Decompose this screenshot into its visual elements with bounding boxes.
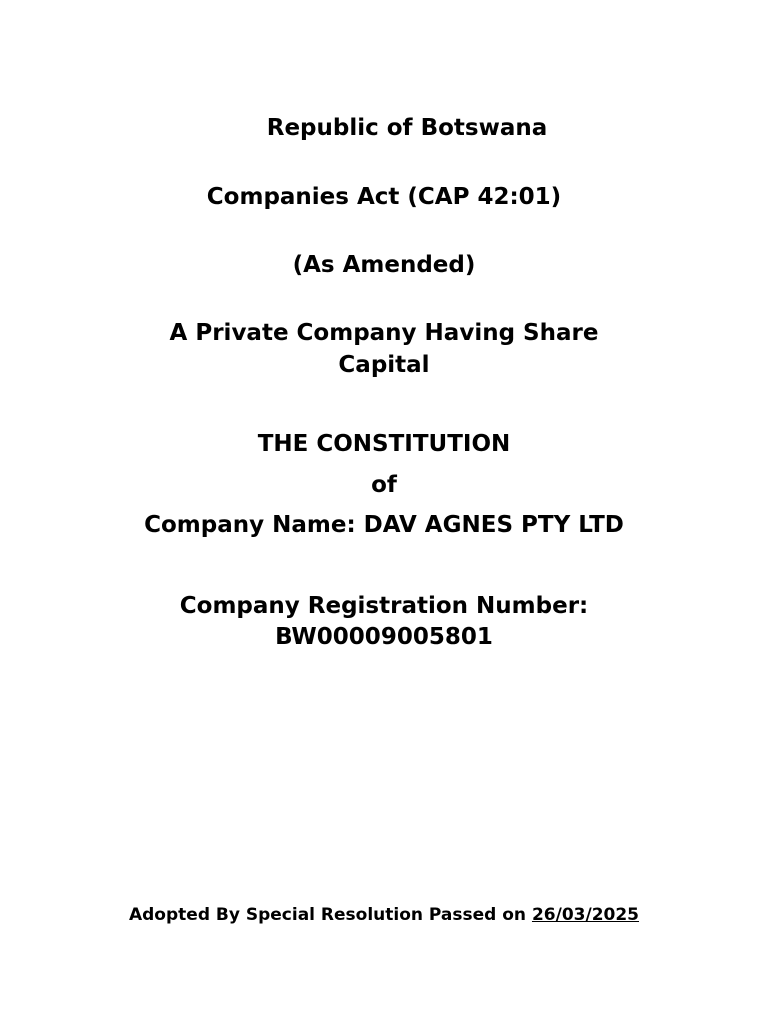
amended-note: (As Amended) (292, 252, 476, 278)
of-text: of (371, 472, 397, 498)
country-heading: Republic of Botswana (266, 115, 548, 141)
company-type-line-1: A Private Company Having Share (169, 320, 599, 346)
adoption-text: Adopted By Special Resolution Passed on (128, 905, 532, 925)
company-name: Company Name: DAV AGNES PTY LTD (144, 512, 624, 538)
registration-label: Company Registration Number: (179, 593, 589, 619)
registration-number: BW00009005801 (275, 624, 493, 650)
constitution-title: THE CONSTITUTION (257, 431, 511, 457)
adoption-date: 26/03/2025 (531, 905, 640, 925)
company-type-line-2: Capital (338, 352, 430, 378)
adoption-statement (0, 903, 768, 927)
act-heading: Companies Act (CAP 42:01) (206, 184, 562, 210)
